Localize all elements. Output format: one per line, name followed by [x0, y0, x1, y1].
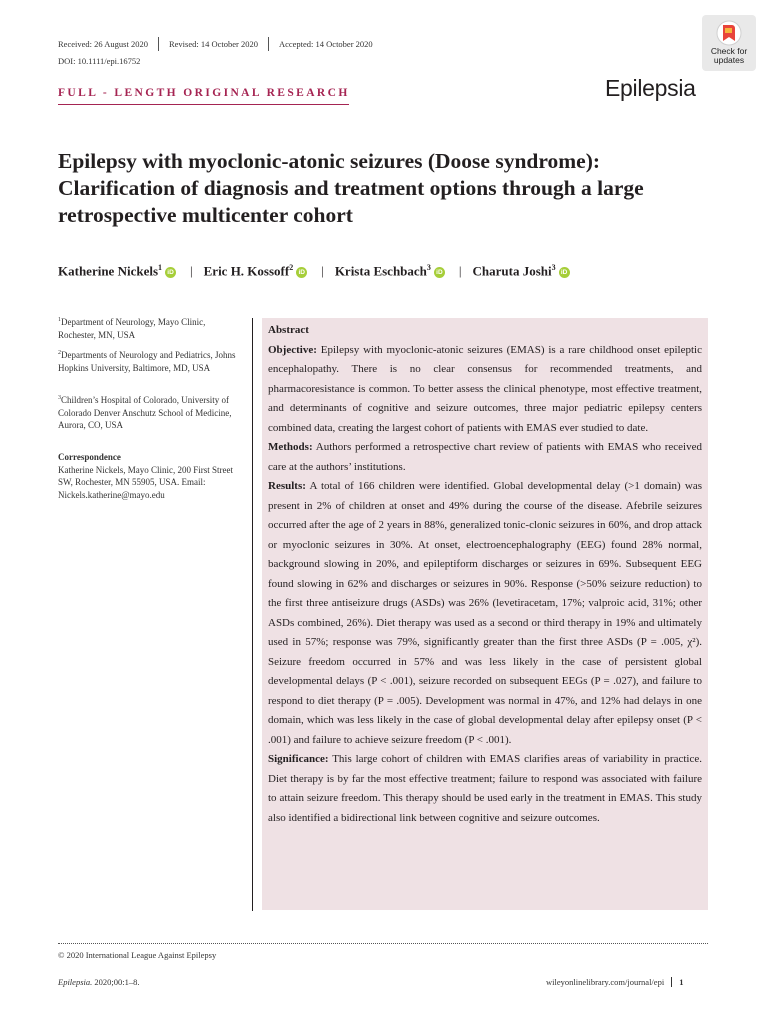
column-divider: [252, 318, 253, 911]
citation-journal: Epilepsia.: [58, 977, 93, 987]
orcid-icon[interactable]: iD: [165, 267, 176, 278]
abstract-results: [268, 477, 702, 750]
affiliation-text: Department of Neurology, Mayo Clinic, Rochester, MN, USA: [58, 317, 206, 340]
date-separator: [158, 37, 159, 51]
abstract-box: [262, 318, 708, 910]
affiliation-number: 1: [58, 317, 61, 323]
section-label: FULL - LENGTH ORIGINAL RESEARCH: [58, 87, 350, 99]
check-updates-line1: Check for: [710, 46, 748, 56]
abstract-methods: [268, 438, 702, 477]
affiliation-text: Children’s Hospital of Colorado, University of Colorado Denver Anschutz School of Medicine, Aurora, CO, USA: [58, 395, 232, 431]
orcid-icon[interactable]: iD: [434, 267, 445, 278]
author[interactable]: [204, 263, 308, 279]
author-affiliation-number: 1: [158, 263, 163, 272]
section-rule: [58, 104, 349, 105]
methods-label: Methods:: [268, 441, 313, 453]
author-separator: |: [190, 263, 193, 279]
affiliation-number: 2: [58, 350, 61, 356]
orcid-icon[interactable]: iD: [559, 267, 570, 278]
author-affiliation-number: 3: [426, 263, 431, 272]
methods-text: Authors performed a retrospective chart review of patients with EMAS who received care at the authors’ institutions.: [268, 441, 702, 473]
affiliation-number: 3: [58, 395, 61, 401]
author-affiliation-number: 2: [289, 263, 294, 272]
footer-dotted-rule: [58, 943, 708, 944]
accepted-date: Accepted: 14 October 2020: [278, 39, 373, 49]
affiliation: [58, 392, 244, 432]
affiliation-text: Departments of Neurology and Pediatrics, Johns Hopkins University, Baltimore, MD, USA: [58, 350, 236, 373]
results-label: Results:: [268, 480, 306, 492]
author-name: Eric H. Kossoff: [203, 263, 290, 279]
objective-label: Objective:: [268, 343, 317, 356]
check-updates-icon: [716, 20, 742, 46]
author-separator: |: [458, 263, 462, 279]
abstract-significance: [268, 750, 702, 828]
abstract-heading: Abstract: [268, 324, 309, 336]
objective-text: Epilepsy with myoclonic-atonic seizures (EMAS) is a rare childhood onset epileptic encephalopathy. There is no clear consensus for recommended treatments, and pharmacoresistance is common. To better assess the clinical phenotype, most effective treatment, and determinants of cognitive and seizure outcomes, three major pediatric epilepsy centers combined data, creating the largest cohort of patients with EMAS ever studied to date.: [268, 343, 702, 434]
correspondence-text: Katherine Nickels, Mayo Clinic, 200 First Street SW, Rochester, MN 55905, USA. Email: Nickels.katherine@mayo.edu: [58, 464, 233, 501]
date-separator: [268, 37, 269, 51]
received-date: Received: 26 August 2020: [58, 39, 148, 49]
author-list: [58, 263, 570, 279]
journal-logo: Epilepsia: [605, 75, 696, 101]
page-number: 1: [671, 977, 683, 987]
article-dates: [58, 37, 373, 51]
check-updates-line2: updates: [713, 55, 745, 65]
article-title: Epilepsy with myoclonic-atonic seizures (Doose syndrome): Clarification of diagnosis and treatment options through a large retrospective multicenter cohort: [58, 149, 644, 227]
correspondence-heading: Correspondence: [58, 452, 121, 462]
check-for-updates-badge[interactable]: [702, 15, 756, 71]
author-affiliation-number: 3: [551, 263, 556, 272]
affiliation: [58, 314, 244, 341]
affiliation: [58, 347, 244, 374]
author-name: Charuta Joshi: [472, 263, 552, 279]
orcid-icon[interactable]: iD: [296, 267, 307, 278]
author[interactable]: [58, 263, 176, 279]
copyright-notice: © 2020 International League Against Epilepsy: [58, 950, 217, 960]
author[interactable]: [473, 263, 570, 279]
results-text: A total of 166 children were identified. Global developmental delay (>1 domain) was present in 2% of children at onset and 49% during the course of the disease. Afebrile seizures occurred after the age of 2 years in 88%, generalized tonic-clonic seizures in 60%, and drop attack or myoclonic seizures in 30%. At onset, electroencephalography (EEG) found 28% normal, background slowing in 20%, and epileptiform discharges or seizures in 69%. Subsequent EEG found slowing in 62% and discharges or seizures in 90%. Response (>50% seizure reduction) to the first three antiseizure drugs (ASDs) was 26% (levetiracetam, 17%; valproic acid, 31%; other ASDs combined, 26%). Diet therapy was used as a second or third therapy in 19% and ultimately used in 57%; response was 79%, significantly greater than the first three ASDs (P = .005, χ²). Seizure freedom occurred in 57% and was less likely in the case of persistent global developmental delays (P < .001), seizure recorded on subsequent EEGs (P = .027), and failure to respond to diet therapy (P = .005). Development was normal in 47%, and 12% had delays in one domain, which was less likely in the case of global developmental delay after epilepsy onset (P < .001) and failure to achieve seizure freedom (P < .001).: [268, 480, 702, 746]
significance-label: Significance:: [268, 753, 329, 765]
revised-date: Revised: 14 October 2020: [168, 39, 258, 49]
citation-details: 2020;00:1–8.: [94, 977, 140, 987]
significance-text: This large cohort of children with EMAS clarifies areas of variability in practice. Diet therapy is by far the most effective treatment; failure to respond was associated with failure to attain seizure freedom. This therapy should be used early in the treatment in EMAS. This study also identified a bidirectional link between cognitive and seizure outcomes.: [268, 753, 702, 824]
citation: [58, 977, 139, 987]
journal-url[interactable]: wileyonlinelibrary.com/journal/epi: [546, 977, 665, 987]
footer-right: [546, 977, 683, 987]
author-name: Katherine Nickels: [58, 263, 159, 279]
author-separator: |: [321, 263, 324, 279]
abstract-objective: [268, 341, 702, 439]
doi[interactable]: DOI: 10.1111/epi.16752: [58, 56, 141, 66]
author-name: Krista Eschbach: [334, 263, 427, 279]
author[interactable]: [335, 263, 445, 279]
correspondence: [58, 451, 244, 502]
